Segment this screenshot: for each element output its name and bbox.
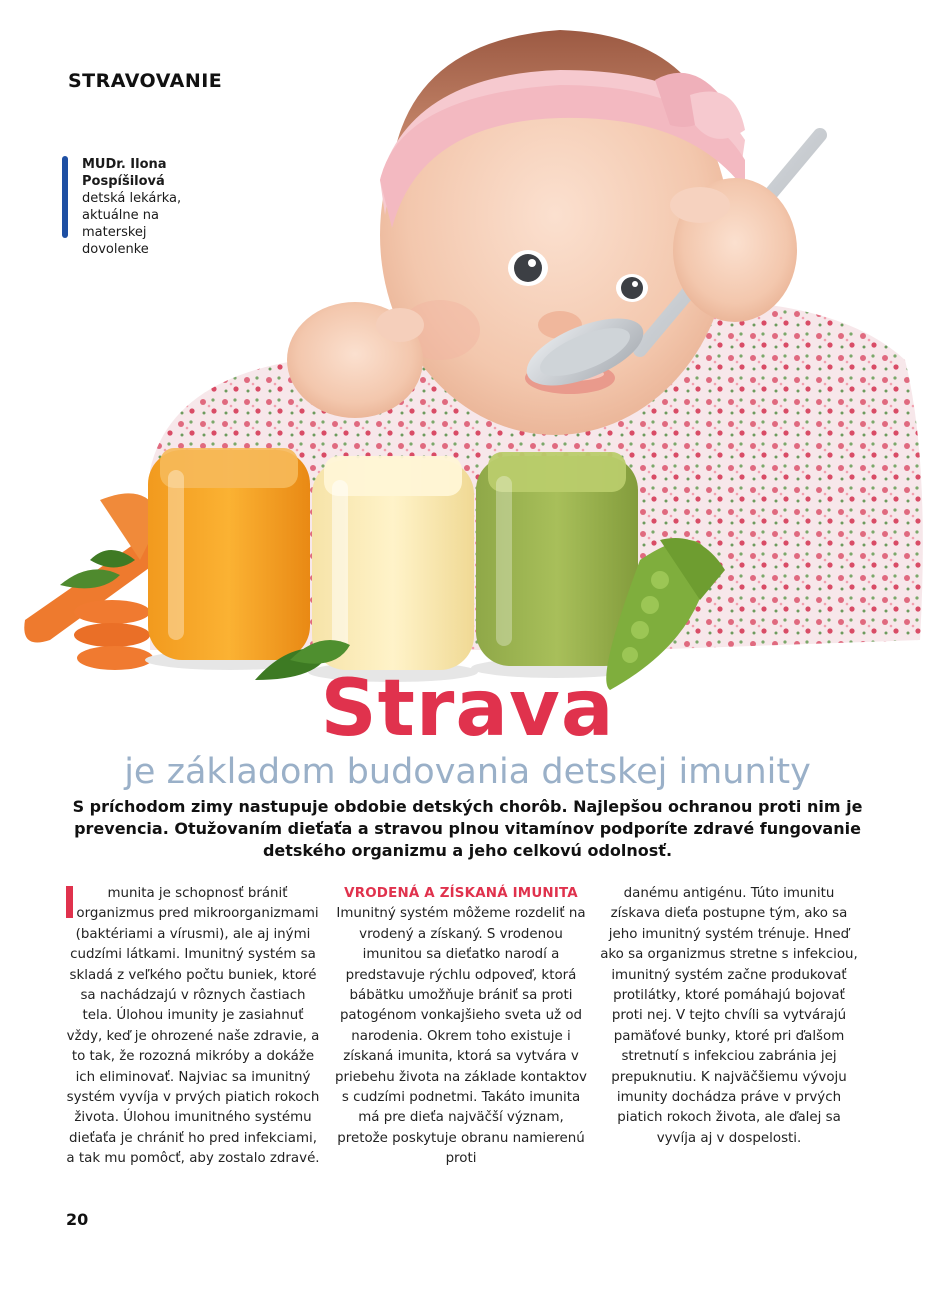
author-accent-bar [62, 156, 68, 238]
lead-paragraph: S príchodom zimy nastupuje obdobie detských chorôb. Najlepšou ochranou proti nim je prevencia. Otužovaním dieťaťa a stravou plnou vitamínov podporíte zdravé fungovanie detského organizmu a jeho celkovú odolnosť. [72, 797, 863, 860]
subheadline: je základom budovania detskej imunity [124, 752, 811, 792]
article-column-3 [598, 884, 860, 1149]
column-3-text: danému antigénu. Túto imunitu získava dieťa postupne tým, ako sa jeho imunitný systém trénuje. Hneď ako sa organizmus stretne s infekciou, imunitný systém začne produkovať protilátky, ktoré pomáhajú bojovať proti nej. V tejto chvíli sa vytvárajú pamäťové bunky, ktoré pri ďalšom stretnutí s infekciou zabránia jej prepuknutiu. K najväčšiemu vývoju imunity dochádza práve v prvých piatich rokoch života, ale ďalej sa vyvíja aj v dospelosti. [600, 886, 858, 1146]
article-column-1 [66, 884, 320, 1170]
section-label: STRAVOVANIE [68, 70, 223, 92]
column-2-text: Imunitný systém môžeme rozdeliť na vrodený a získaný. S vrodenou imunitou sa dieťatko narodí a predstavuje rýchlu odpoveď, ktorá bábätku umožňuje brániť sa proti patogénom vonkajšieho sveta už od narodenia. Okrem toho existuje i získaná imunita, ktorá sa vytvára v priebehu života na základe kontaktov s cudzími podnetmi. Takáto imunita má pre dieťa najväčší význam, pretože poskytuje obranu namierenú proti [335, 906, 587, 1167]
author-role: detská lekárka, aktuálne na materskej dovolenke [82, 191, 182, 257]
column-1-text: munita je schopnosť brániť organizmus pred mikroorganizmami (baktériami a vírusmi), ale aj inými cudzími látkami. Imunitný systém sa skladá z veľkého počtu buniek, ktoré sa nachádzajú v rôznych častiach tela. Úlohou imunity je zasiahnuť vždy, keď je ohrozené naše zdravie, a to tak, že rozozná mikróby a dokáže ich eliminovať. Najviac sa imunitný systém vyvíja v prvých piatich rokoch života. Úlohou imunitného systému dieťaťa je chrániť ho pred infekciami, a tak mu pomôcť, aby zostalo zdravé. [66, 886, 320, 1167]
article-column-2 [334, 884, 588, 1170]
author-name: MUDr. Ilona Pospíšilová [82, 157, 167, 189]
dropcap-i [66, 886, 73, 918]
author-info [82, 156, 252, 258]
column-2-heading: VRODENÁ A ZÍSKANÁ IMUNITA [344, 886, 578, 901]
page-number: 20 [66, 1210, 89, 1229]
headline: Strava [320, 664, 615, 754]
